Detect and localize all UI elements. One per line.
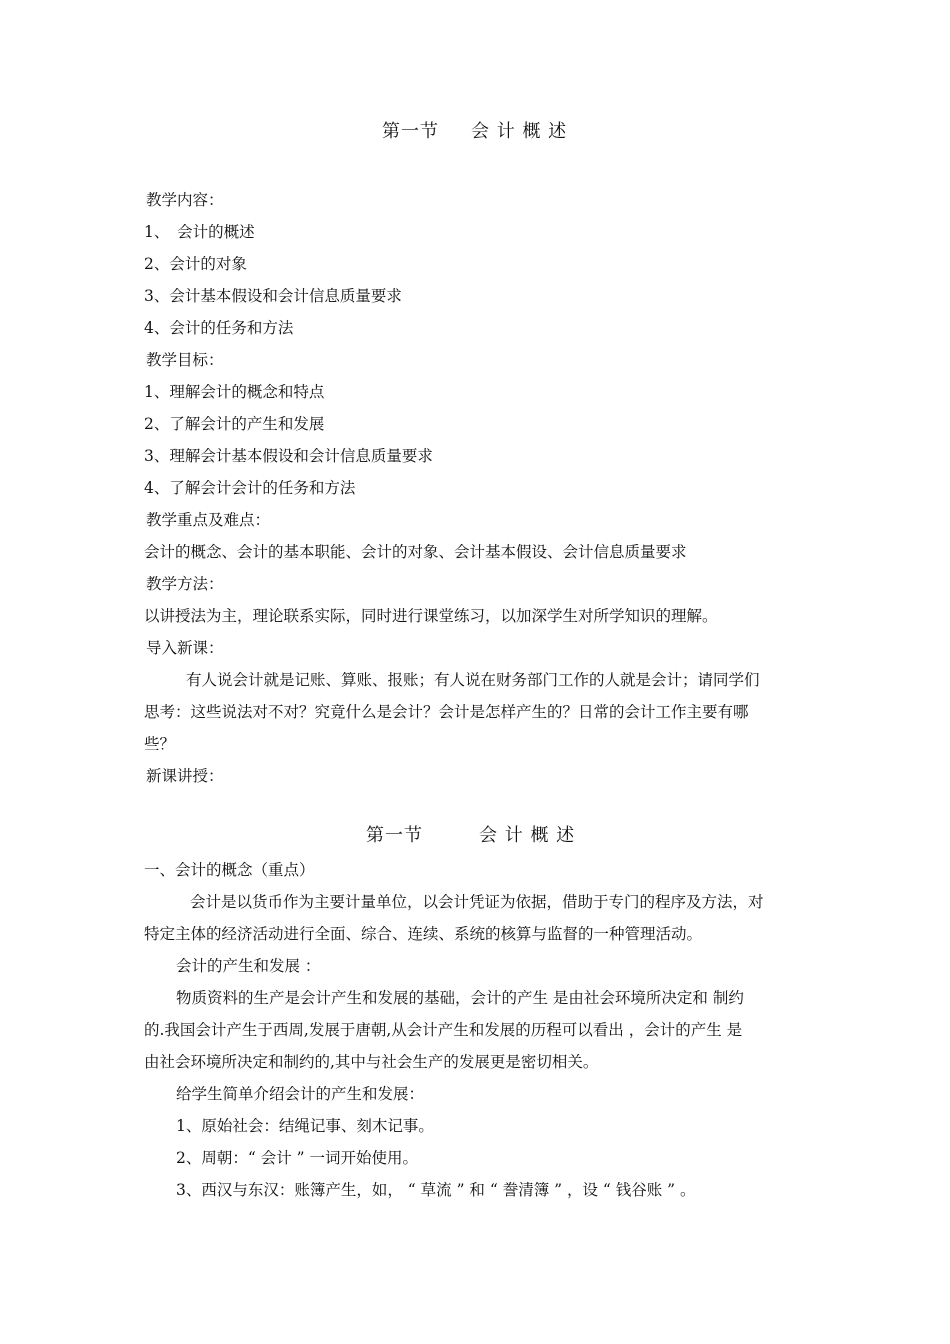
content-item-1: 1、 会计的概述 bbox=[144, 223, 255, 241]
history-item-3: 3、西汉与东汉：账簿产生，如， “ 草流 ” 和 “ 誊清簿 ” ，设 “ 钱谷账 ” 。 bbox=[176, 1181, 696, 1199]
concept-heading: 一、会计的概念（重点） bbox=[144, 861, 315, 879]
goal-item-2: 2、了解会计的产生和发展 bbox=[144, 415, 325, 433]
title-section: 第一节 bbox=[366, 825, 423, 846]
intro-line-1: 有人说会计就是记账、算账、报账；有人说在财务部门工作的人就是会计；请同学们 bbox=[186, 671, 760, 689]
heading-intro: 导入新课： bbox=[146, 639, 224, 657]
title-name: 会 计 概 述 bbox=[471, 121, 568, 142]
heading-method: 教学方法： bbox=[146, 575, 224, 593]
section-title bbox=[366, 826, 575, 846]
origin-line-1: 物质资料的生产是会计产生和发展的基础，会计的产生 是由社会环境所决定和 制约 bbox=[176, 989, 744, 1007]
key-text: 会计的概念、会计的基本职能、会计的对象、会计基本假设、会计信息质量要求 bbox=[144, 543, 687, 561]
method-text: 以讲授法为主，理论联系实际，同时进行课堂练习，以加深学生对所学知识的理解。 bbox=[144, 607, 718, 625]
heading-content: 教学内容： bbox=[146, 191, 224, 209]
origin-line-2: 的.我国会计产生于西周,发展于唐朝,从会计产生和发展的历程可以看出 ，会计的产生 是 bbox=[144, 1021, 743, 1039]
intro-line-3: 些？ bbox=[144, 735, 176, 753]
content-item-2: 2、会计的对象 bbox=[144, 255, 247, 273]
title-section: 第一节 bbox=[382, 121, 439, 142]
concept-line-2: 特定主体的经济活动进行全面、综合、连续、系统的核算与监督的一种管理活动。 bbox=[144, 925, 703, 943]
history-item-2: 2、周朝：“ 会计 ” 一词开始使用。 bbox=[176, 1149, 418, 1167]
title-name: 会 计 概 述 bbox=[479, 825, 576, 846]
origin-line-3: 由社会环境所决定和制约的,其中与社会生产的发展更是密切相关。 bbox=[144, 1053, 599, 1071]
heading-key: 教学重点及难点： bbox=[146, 511, 271, 529]
origin-heading: 会计的产生和发展 ： bbox=[176, 957, 321, 975]
concept-line-1: 会计是以货币作为主要计量单位，以会计凭证为依据，借助于专门的程序及方法，对 bbox=[190, 893, 764, 911]
brief-heading: 给学生简单介绍会计的产生和发展： bbox=[176, 1085, 425, 1103]
goal-item-1: 1、理解会计的概念和特点 bbox=[144, 383, 325, 401]
goal-item-4: 4、了解会计会计的任务和方法 bbox=[144, 479, 356, 497]
heading-lecture: 新课讲授： bbox=[146, 767, 224, 785]
page-title bbox=[382, 122, 567, 142]
intro-line-2: 思考：这些说法对不对？究竟什么是会计？会计是怎样产生的？日常的会计工作主要有哪 bbox=[144, 703, 749, 721]
content-item-4: 4、会计的任务和方法 bbox=[144, 319, 294, 337]
content-item-3: 3、会计基本假设和会计信息质量要求 bbox=[144, 287, 402, 305]
history-item-1: 1、原始社会：结绳记事、刻木记事。 bbox=[176, 1117, 434, 1135]
goal-item-3: 3、理解会计基本假设和会计信息质量要求 bbox=[144, 447, 433, 465]
heading-goals: 教学目标： bbox=[146, 351, 224, 369]
